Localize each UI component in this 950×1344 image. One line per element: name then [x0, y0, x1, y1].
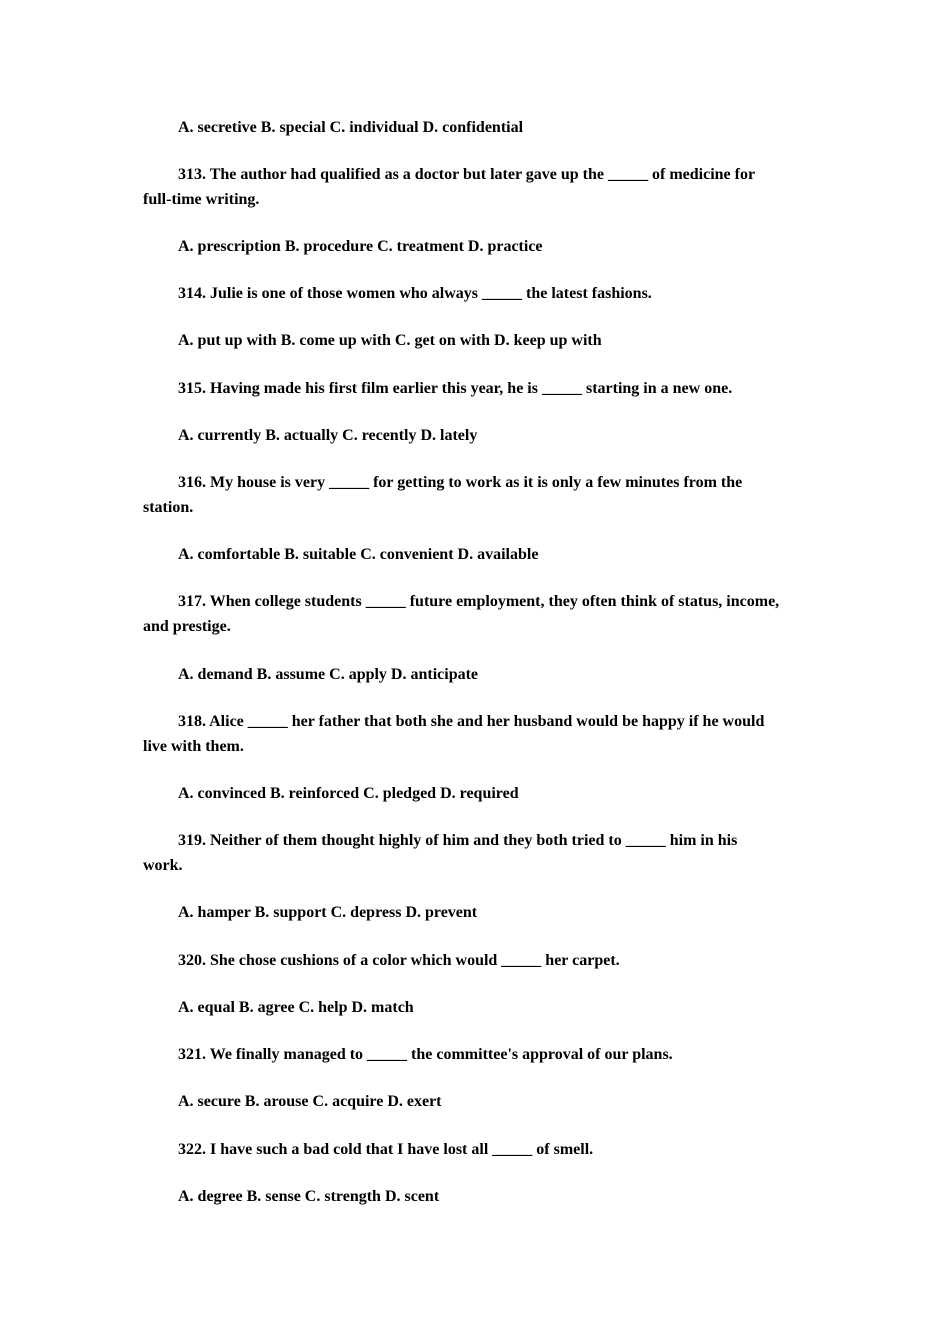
question-320: 320. She chose cushions of a color which would _____ her carpet. — [178, 952, 620, 969]
question-317: 317. When college students _____ future employment, they often think of status, income, — [178, 593, 780, 610]
options-317: A. demand B. assume C. apply D. anticipate — [178, 666, 479, 683]
question-319-continued: work. — [143, 857, 183, 874]
options-314: A. put up with B. come up with C. get on with D. keep up with — [178, 332, 602, 349]
question-319: 319. Neither of them thought highly of him and they both tried to _____ him in his — [178, 832, 738, 849]
options-319: A. hamper B. support C. depress D. prevent — [178, 904, 478, 921]
question-313-continued: full-time writing. — [143, 191, 260, 208]
question-317-continued: and prestige. — [143, 618, 231, 635]
options-313: A. prescription B. procedure C. treatment D. practice — [178, 238, 543, 255]
question-318: 318. Alice _____ her father that both she and her husband would be happy if he would — [178, 713, 765, 730]
question-322: 322. I have such a bad cold that I have lost all _____ of smell. — [178, 1141, 594, 1158]
options-318: A. convinced B. reinforced C. pledged D. required — [178, 785, 519, 802]
options-320: A. equal B. agree C. help D. match — [178, 999, 414, 1016]
options-322: A. degree B. sense C. strength D. scent — [178, 1188, 440, 1205]
options-312: A. secretive B. special C. individual D. confidential — [178, 119, 524, 136]
options-315: A. currently B. actually C. recently D. lately — [178, 427, 478, 444]
question-316-continued: station. — [143, 499, 194, 516]
question-316: 316. My house is very _____ for getting to work as it is only a few minutes from the — [178, 474, 743, 491]
options-316: A. comfortable B. suitable C. convenient D. available — [178, 546, 539, 563]
question-321: 321. We finally managed to _____ the committee's approval of our plans. — [178, 1046, 673, 1063]
question-315: 315. Having made his first film earlier this year, he is _____ starting in a new one. — [178, 380, 733, 397]
question-313: 313. The author had qualified as a doctor but later gave up the _____ of medicine for — [178, 166, 756, 183]
question-318-continued: live with them. — [143, 738, 244, 755]
question-314: 314. Julie is one of those women who always _____ the latest fashions. — [178, 285, 652, 302]
options-321: A. secure B. arouse C. acquire D. exert — [178, 1093, 442, 1110]
